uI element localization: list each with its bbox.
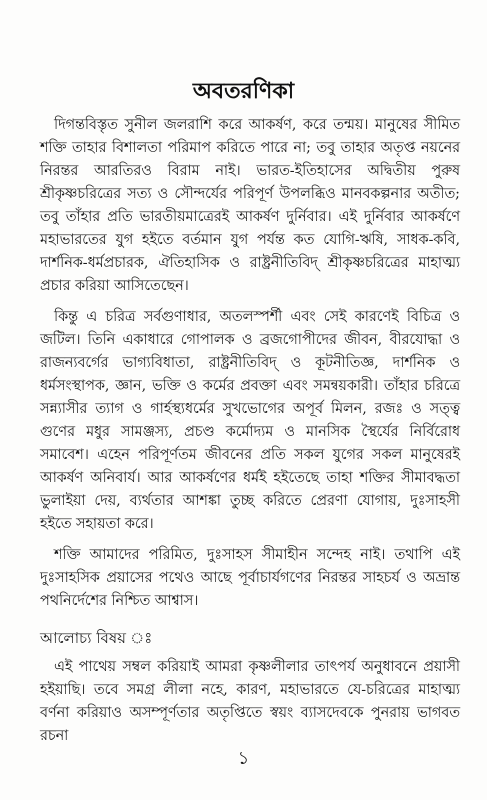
section-heading: আলোচ্য বিষয় ঃ <box>40 629 153 647</box>
chapter-title: অবতরণিকা <box>192 78 295 104</box>
paragraph-3: শক্তি আমাদের পরিমিত, দুঃসাহস সীমাহীন সন্দেহ নাই। তথাপি এই দুঃসাহসিক প্রয়াসের পথেও আছে পূর্বাচার্যগণের নিরন্তর সাহচর্য ও অভ্রান্ত পথনির্দেশের নিশ্চিত আশ্বাস। <box>40 547 460 609</box>
page-number: ১ <box>237 748 250 769</box>
paragraph-4: এই পাথেয় সম্বল করিয়াই আমরা কৃষ্ণলীলার তাৎপর্য অনুধাবনে প্রয়াসী হইয়াছি। তবে সমগ্র লীলা নহে, কারণ, মহাভারতে যে-চরিত্রের মাহাত্ম্য বর্ণনা করিয়াও অসম্পূর্ণতার অতৃপ্তিতে স্বয়ং ব্যাসদেবকে পুনরায় ভাগবত রচনা <box>40 659 460 744</box>
page-body <box>40 114 460 756</box>
paragraph-2: কিন্তু এ চরিত্র সর্বগুণাধার, অতলস্পর্শী এবং সেই কারণেই বিচিত্র ও জটিল। তিনি একাধারে গোপালক ও ব্রজগোপীদের জীবন, বীরযোদ্ধা ও রাজন্যবর্গের ভাগ্যবিধাতা, রাষ্ট্রনীতিবিদ্‌ ও কূটনীতিজ্ঞ, দার্শনিক ও ধর্মসংস্থাপক, জ্ঞান, ভক্তি ও কর্মের প্রবক্তা এবং সমন্বয়কারী। তাঁহার চরিত্রে সন্ন্যাসীর ত্যাগ ও গার্হস্থ্যধর্মের সুখভোগের অপূর্ব মিলন, রজঃ ও সত্ত্ব গুণের মধুর সামঞ্জস্য, প্রচণ্ড কর্মোদ্যম ও মানসিক স্থৈর্যের নির্বিরোধ সমাবেশ। এহেন পরিপূর্ণতম জীবনের প্রতি সকল যুগের সকল মানুষেরই আকর্ষণ অনিবার্য। আর আকর্ষণের ধর্মই হইতেছে তাহা শক্তির সীমাবদ্ধতা ভুলাইয়া দেয়, ব্যর্থতার আশঙ্কা তুচ্ছ করিতে প্রেরণা যোগায়, দুঃসাহসী হইতে সহায়তা করে। <box>40 309 460 532</box>
paragraph-1: দিগন্তবিস্তৃত সুনীল জলরাশি করে আকর্ষণ, করে তন্ময়। মানুষের সীমিত শক্তি তাহার বিশালতা পরিমাপ করিতে পারে না; তবু তাহার অতৃপ্ত নয়নের নিরন্তর আরতিরও বিরাম নাই। ভারত-ইতিহাসের অদ্বিতীয় পুরুষ শ্রীকৃষ্ণচরিত্রের সত্য ও সৌন্দর্যের পরিপূর্ণ উপলব্ধিও মানবকল্পনার অতীত; তবু তাঁহার প্রতি ভারতীয়মাত্রেরই আকর্ষণ দুর্নিবার। এই দুর্নিবার আকর্ষণে মহাভারতের যুগ হইতে বর্তমান যুগ পর্যন্ত কত যোগি-ঋষি, সাধক-কবি, দার্শনিক-ধর্মপ্রচারক, ঐতিহাসিক ও রাষ্ট্রনীতিবিদ্‌ শ্রীকৃষ্ণচরিত্রের মাহাত্ম্য প্রচার করিয়া আসিতেছেন। <box>40 117 460 294</box>
